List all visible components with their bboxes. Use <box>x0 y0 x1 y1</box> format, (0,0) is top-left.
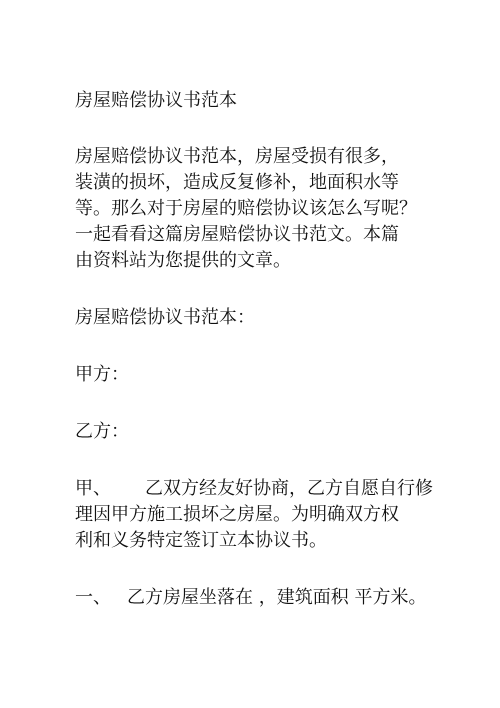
agreement-prefix: 甲、 <box>75 478 111 499</box>
intro-line-2: 装潢的损坏，造成反复修补，地面积水等 <box>75 172 399 193</box>
document-title: 房屋赔偿协议书范本 <box>75 90 237 111</box>
agreement-line-1: 乙双方经友好协商，乙方自愿自行修 <box>145 478 433 499</box>
section-heading: 房屋赔偿协议书范本： <box>75 307 255 328</box>
clause-one-number: 一、 <box>75 587 111 608</box>
clause-one <box>75 585 445 611</box>
intro-line-3: 等。那么对于房屋的赔偿协议该怎么写呢？ <box>75 198 417 219</box>
intro-paragraph <box>75 144 445 274</box>
agreement-paragraph <box>75 476 445 554</box>
intro-line-1: 房屋赔偿协议书范本，房屋受损有很多， <box>75 146 399 167</box>
agreement-line-2: 理因甲方施工损坏之房屋。为明确双方权 <box>75 504 399 525</box>
party-a-label: 甲方： <box>75 364 129 385</box>
party-b-label: 乙方： <box>75 421 129 442</box>
intro-line-4: 一起看看这篇房屋赔偿协议书范文。本篇 <box>75 224 399 245</box>
intro-line-5: 由资料站为您提供的文章。 <box>75 250 291 271</box>
agreement-first-line <box>75 476 445 502</box>
agreement-line-3: 利和义务特定签订立本协议书。 <box>75 530 327 551</box>
document-content <box>75 88 445 611</box>
clause-one-text: 乙方房屋坐落在 ，建筑面积 平方米。 <box>127 587 427 608</box>
